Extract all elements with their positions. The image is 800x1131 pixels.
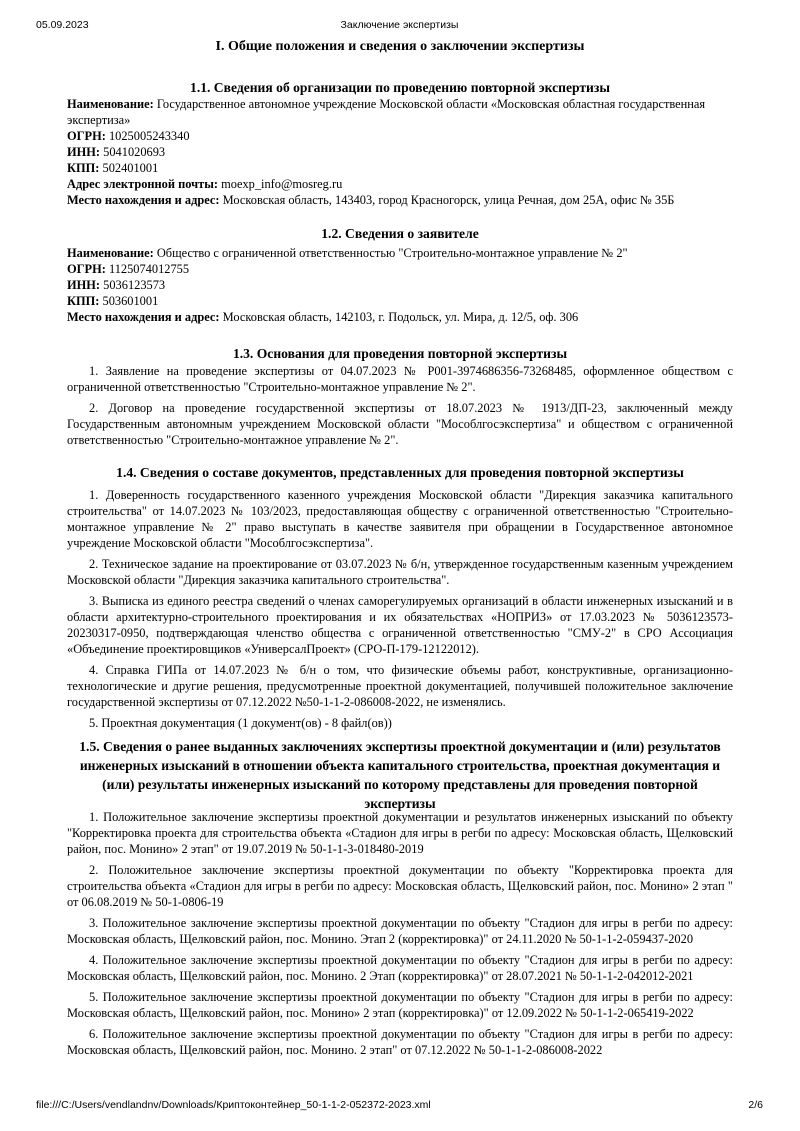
applicant-info bbox=[67, 245, 733, 325]
list-item: 1. Заявление на проведение экспертизы от 04.07.2023 № Р001-3974686356-73268485, оформленное обществом с ограниченной ответственностью "Строительно-монтажное управление № 2". bbox=[67, 364, 733, 394]
list-item: 6. Положительное заключение экспертизы проектной документации по объекту "Стадион для игры в регби по адресу: Московская область, Щелковский район, пос. Монино. 2 этап" от 07.12.2022 № 50-1-1-2-086008-2022 bbox=[67, 1027, 733, 1057]
field-value: 5041020693 bbox=[103, 145, 166, 159]
field-row bbox=[67, 160, 733, 176]
field-row bbox=[67, 309, 733, 325]
field-value: 503601001 bbox=[102, 294, 159, 308]
basis-list bbox=[67, 363, 733, 453]
print-header bbox=[36, 19, 763, 33]
field-label: Место нахождения и адрес: bbox=[67, 310, 220, 324]
list-item: 3. Положительное заключение экспертизы проектной документации по объекту "Стадион для игры в регби по адресу: Московская область, Щелковский район, пос. Монино. Этап 2 (корректировка)" от 24.11.2020 № 50-1-1-2-059437-2020 bbox=[67, 916, 733, 946]
field-value: moexp_info@mosreg.ru bbox=[221, 177, 343, 191]
field-label: Наименование: bbox=[67, 97, 154, 111]
field-row bbox=[67, 245, 733, 261]
list-item: 3. Выписка из единого реестра сведений о членах саморегулируемых организаций в области инженерных изысканий и в области архитектурно-строительного проектирования и их обязательствах «НОПРИЗ» от 17.03.2023 № 5036123573-20230317-0950, подтверждающая членство общества с ограниченной ответственностью "СМУ-2" в СРО Ассоциация «Объединение проектировщиков «УниверсалПроект» (СРО-П-179-12122012). bbox=[67, 594, 733, 656]
field-row bbox=[67, 293, 733, 309]
field-row bbox=[67, 128, 733, 144]
field-row bbox=[67, 96, 733, 128]
list-item: 1. Положительное заключение экспертизы проектной документации и результатов инженерных изысканий по объекту "Корректировка проекта для строительства объекта «Стадион для игры в регби по адресу: Московская область, Щелковский район, пос. Монино» 2 этап" от 19.07.2019 № 50-1-1-3-018480-2019 bbox=[67, 810, 733, 856]
section-1-3-title: 1.3. Основания для проведения повторной экспертизы bbox=[232, 346, 568, 361]
list-item: 5. Проектная документация (1 документ(ов) - 8 файл(ов)) bbox=[89, 716, 392, 730]
field-label: ОГРН: bbox=[67, 129, 106, 143]
print-title: Заключение экспертизы bbox=[340, 19, 459, 31]
documents-list bbox=[67, 487, 733, 736]
field-value: 502401001 bbox=[102, 161, 159, 175]
previous-conclusions-list bbox=[67, 809, 733, 1063]
expertise-organization-info bbox=[67, 96, 733, 208]
section-1-5-title: 1.5. Сведения о ранее выданных заключениях экспертизы проектной документации и (или) результатов инженерных изысканий в отношении объекта капитального строительства, проектная документация и (или) результаты инженерных изысканий по которому представлены для проведения повторной экспертизы bbox=[79, 739, 721, 811]
list-item: 1. Доверенность государственного казенного учреждения Московской области "Дирекция заказчика капитального строительства" от 14.07.2023 № 103/2023, предоставляющая обществу с ограниченной ответственностью "Строительно-монтажное управление № 2" право выступать в качестве заявителя при обращении в Государственное автономное учреждение Московской области "Мособлгосэкспертиза". bbox=[67, 488, 733, 550]
field-value: 1125074012755 bbox=[108, 262, 190, 276]
field-value: Московская область, 142103, г. Подольск, ул. Мира, д. 12/5, оф. 306 bbox=[222, 310, 579, 324]
field-value: Московская область, 143403, город Красногорск, улица Речная, дом 25А, офис № 35Б bbox=[222, 193, 675, 207]
list-item: 4. Положительное заключение экспертизы проектной документации по объекту "Стадион для игры в регби по адресу: Московская область, Щелковский район, пос. Монино. 2 Этап (корректировка)" от 28.07.2021 № 50-1-1-2-042012-2021 bbox=[67, 953, 733, 983]
section-1-1-title: 1.1. Сведения об организации по проведению повторной экспертизы bbox=[190, 80, 610, 95]
field-value: Общество с ограниченной ответственностью "Строительно-монтажное управление № 2" bbox=[156, 246, 628, 260]
field-label: Наименование: bbox=[67, 246, 154, 260]
field-label: ОГРН: bbox=[67, 262, 106, 276]
field-label: КПП: bbox=[67, 161, 100, 175]
section-1-4-title: 1.4. Сведения о составе документов, представленных для проведения повторной экспертизы bbox=[116, 465, 684, 480]
field-label: ИНН: bbox=[67, 145, 101, 159]
field-row bbox=[67, 144, 733, 160]
main-title: I. Общие положения и сведения о заключении экспертизы bbox=[215, 39, 585, 54]
field-row bbox=[67, 176, 733, 192]
print-date: 05.09.2023 bbox=[36, 19, 89, 31]
field-row bbox=[67, 192, 733, 208]
field-value: 5036123573 bbox=[103, 278, 166, 292]
list-item: 4. Справка ГИПа от 14.07.2023 № б/н о том, что физические объемы работ, конструктивные, организационно-технологические и другие решения, предусмотренные проектной документацией, получившей положительное заключение государственной экспертизы от 07.12.2022 №50-1-1-2-086008-2022, не изменялись. bbox=[67, 663, 733, 709]
section-1-2-title: 1.2. Сведения о заявителе bbox=[321, 226, 479, 241]
field-value: 1025005243340 bbox=[108, 129, 190, 143]
list-item: 2. Положительное заключение экспертизы проектной документации по объекту "Корректировка проекта для строительства объекта «Стадион для игры в регби по адресу: Московская область, Щелковский район, пос. Монино» 2 этап " от 06.08.2019 № 50-1-0806-19 bbox=[67, 863, 733, 909]
list-item: 5. Положительное заключение экспертизы проектной документации по объекту "Стадион для игры в регби по адресу: Московская область, Щелковский район, пос. Монино» 2 этап (корректировка)" от 12.09.2022 № 50-1-1-2-065419-2022 bbox=[67, 990, 733, 1020]
print-footer bbox=[36, 1099, 763, 1113]
file-path: file:///C:/Users/vendlandnv/Downloads/Криптоконтейнер_50-1-1-2-052372-2023.xml bbox=[36, 1099, 431, 1111]
list-item: 2. Договор на проведение государственной экспертизы от 18.07.2023 № 1913/ДП-23, заключенный между Государственным автономным учреждением Московской области "Мособлгосэкспертиза" и обществом с ограниченной ответственностью "Строительно-монтажное управление № 2". bbox=[67, 401, 733, 447]
field-label: КПП: bbox=[67, 294, 100, 308]
field-row bbox=[67, 277, 733, 293]
field-label: ИНН: bbox=[67, 278, 101, 292]
field-label: Место нахождения и адрес: bbox=[67, 193, 220, 207]
field-label: Адрес электронной почты: bbox=[67, 177, 218, 191]
field-value: Государственное автономное учреждение Московской области «Московская областная государственная экспертиза» bbox=[67, 97, 706, 127]
page-number: 2/6 bbox=[748, 1099, 763, 1111]
field-row bbox=[67, 261, 733, 277]
list-item: 2. Техническое задание на проектирование от 03.07.2023 № б/н, утвержденное государственным казенным учреждением Московской области "Дирекция заказчика капитального строительства". bbox=[67, 557, 733, 587]
